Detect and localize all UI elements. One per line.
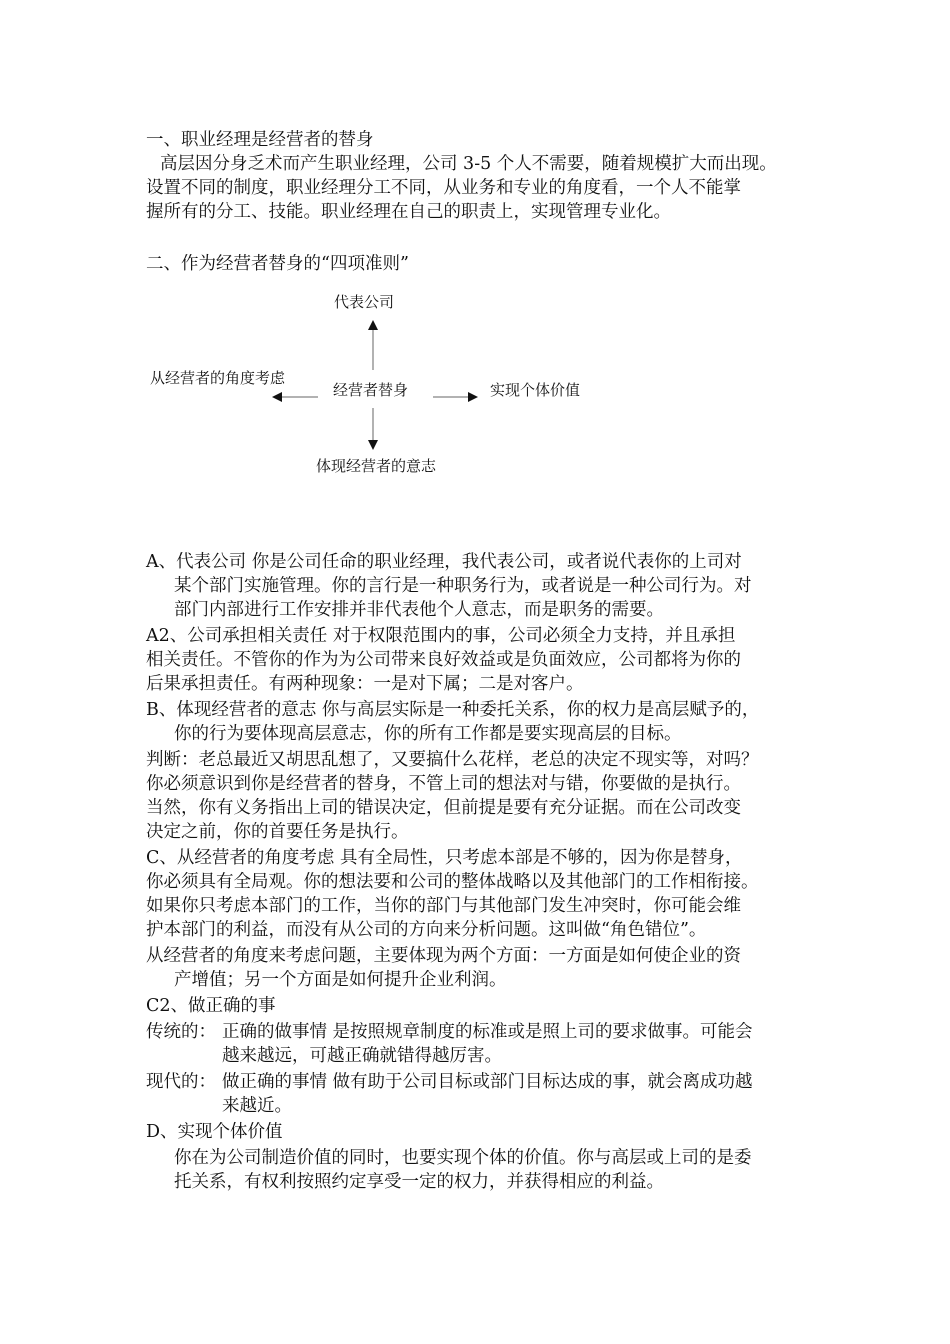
para-a2: 相关责任。不管你的作为为公司带来良好效益或是负面效应，公司都将为你的 [146, 650, 741, 670]
para-a2: 后果承担责任。有两种现象：一是对下属；二是对客户。 [146, 674, 584, 694]
section1-line: 高层因分身乏术而产生职业经理，公司 3-5 个人不需要，随着规模扩大而出现。 [160, 154, 777, 174]
para-d: 你在为公司制造价值的同时，也要实现个体的价值。你与高层或上司的是委 [174, 1148, 752, 1168]
arrow-right-head [468, 392, 478, 402]
diagram-center-label: 经营者替身 [333, 381, 409, 399]
para-c: C、从经营者的角度考虑 具有全局性，只考虑本部是不够的，因为你是替身， [146, 848, 743, 868]
diagram-right-label: 实现个体价值 [490, 381, 581, 399]
diagram-arrows [0, 0, 950, 520]
para-d: 托关系，有权利按照约定享受一定的权力，并获得相应的利益。 [174, 1172, 664, 1192]
diagram-left-label: 从经营者的角度考虑 [150, 369, 286, 387]
para-c-more: 产增值；另一个方面是如何提升企业利润。 [174, 970, 507, 990]
modern-text: 来越近。 [222, 1096, 292, 1116]
modern-label: 现代的： [146, 1072, 216, 1092]
para-c-more: 从经营者的角度来考虑问题，主要体现为两个方面：一方面是如何使企业的资 [146, 946, 741, 966]
arrow-down-head [368, 440, 378, 450]
heading-c2: C2、做正确的事 [146, 996, 276, 1016]
arrow-up-head [368, 320, 378, 330]
para-a: 部门内部进行工作安排并非代表他个人意志，而是职务的需要。 [174, 600, 664, 620]
para-judge: 当然，你有义务指出上司的错误决定，但前提是要有充分证据。而在公司改变 [146, 798, 741, 818]
arrow-left-head [272, 392, 282, 402]
para-c: 你必须具有全局观。你的想法要和公司的整体战略以及其他部门的工作相衔接。 [146, 872, 759, 892]
modern-text: 做正确的事情 做有助于公司目标或部门目标达成的事，就会离成功越 [222, 1072, 753, 1092]
section1-line: 设置不同的制度，职业经理分工不同，从业务和专业的角度看，一个人不能掌 [146, 178, 741, 198]
heading-d: D、实现个体价值 [146, 1122, 283, 1142]
para-judge: 你必须意识到你是经营者的替身，不管上司的想法对与错，你要做的是执行。 [146, 774, 741, 794]
section1-line: 握所有的分工、技能。职业经理在自己的职责上，实现管理专业化。 [146, 202, 671, 222]
diagram-bottom-label: 体现经营者的意志 [316, 457, 437, 475]
para-judge: 判断：老总最近又胡思乱想了，又要搞什么花样，老总的决定不现实等，对吗？ [146, 750, 759, 770]
para-a: 某个部门实施管理。你的言行是一种职务行为，或者说是一种公司行为。对 [174, 576, 752, 596]
traditional-text: 正确的做事情 是按照规章制度的标准或是照上司的要求做事。可能会 [222, 1022, 753, 1042]
section2-heading: 二、作为经营者替身的“四项准则” [146, 254, 409, 274]
diagram-top-label: 代表公司 [334, 293, 395, 311]
traditional-label: 传统的： [146, 1022, 216, 1042]
para-c: 如果你只考虑本部门的工作，当你的部门与其他部门发生冲突时，你可能会维 [146, 896, 741, 916]
para-b: B、体现经营者的意志 你与高层实际是一种委托关系，你的权力是高层赋予的， [146, 700, 760, 720]
para-b: 你的行为要体现高层意志，你的所有工作都是要实现高层的目标。 [174, 724, 682, 744]
traditional-text: 越来越远，可越正确就错得越厉害。 [222, 1046, 502, 1066]
section1-heading: 一、职业经理是经营者的替身 [146, 130, 374, 150]
para-judge: 决定之前，你的首要任务是执行。 [146, 822, 409, 842]
para-c: 护本部门的利益，而没有从公司的方向来分析问题。这叫做“角色错位”。 [146, 920, 707, 940]
para-a2: A2、公司承担相关责任 对于权限范围内的事，公司必须全力支持，并且承担 [146, 626, 736, 646]
para-a: A、代表公司 你是公司任命的职业经理，我代表公司，或者说代表你的上司对 [146, 552, 742, 572]
